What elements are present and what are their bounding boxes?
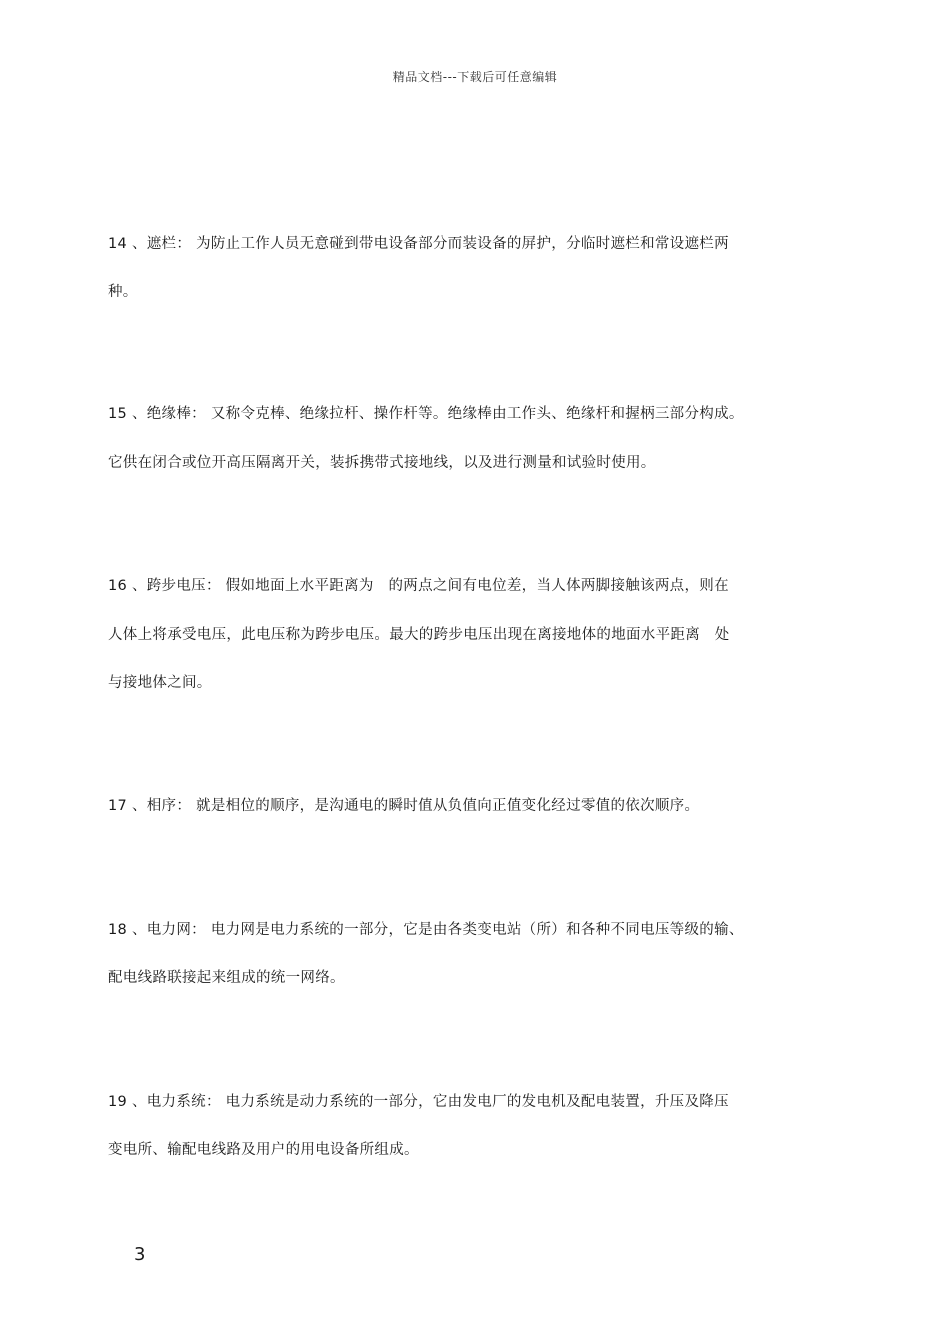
page-header: 精品文档---下载后可任意编辑 xyxy=(392,70,558,84)
entry-15-line-2: 它供在闭合或位开高压隔离开关，装拆携带式接地线，以及进行测量和试验时使用。 xyxy=(108,455,656,471)
entry-19-line-1: 19 、电力系统： 电力系统是动力系统的一部分，它由发电厂的发电机及配电装置，升压及降压 xyxy=(108,1094,729,1110)
entry-18-line-1: 18 、电力网： 电力网是电力系统的一部分，它是由各类变电站（所）和各种不同电压等级的输、 xyxy=(108,922,744,938)
entry-14-line-1: 14 、遮栏： 为防止工作人员无意碰到带电设备部分而装设备的屏护，分临时遮栏和常设遮栏两 xyxy=(108,236,729,252)
entry-19-line-2: 变电所、输配电线路及用户的用电设备所组成。 xyxy=(108,1142,419,1158)
entry-17-line-1: 17 、相序： 就是相位的顺序，是沟通电的瞬时值从负值向正值变化经过零值的依次顺序。 xyxy=(108,798,700,814)
entry-16-line-3: 与接地体之间。 xyxy=(108,675,212,691)
entry-16-line-1: 16 、跨步电压： 假如地面上水平距离为 的两点之间有电位差，当人体两脚接触该两点，则在 xyxy=(108,578,729,594)
page-number: 3 xyxy=(134,1244,146,1265)
entry-15-line-1: 15 、绝缘棒： 又称令克棒、绝缘拉杆、操作杆等。绝缘棒由工作头、绝缘杆和握柄三部分构成。 xyxy=(108,406,744,422)
entry-14-line-2: 种。 xyxy=(108,284,138,300)
entry-18-line-2: 配电线路联接起来组成的统一网络。 xyxy=(108,970,345,986)
entry-16-line-2: 人体上将承受电压，此电压称为跨步电压。最大的跨步电压出现在离接地体的地面水平距离 处 xyxy=(108,627,730,643)
